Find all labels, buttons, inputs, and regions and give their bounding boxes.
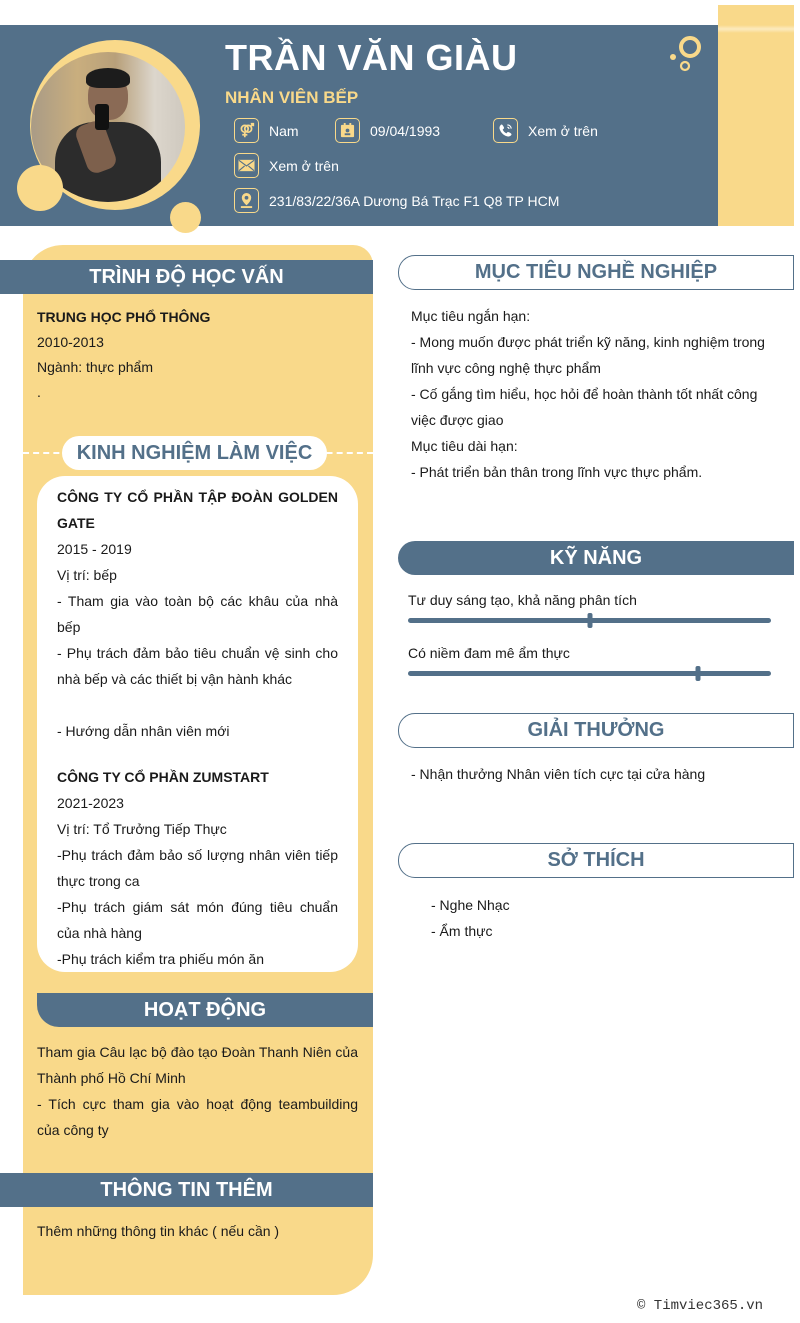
skill-level-bar <box>408 618 771 623</box>
bubbles-decoration-icon <box>668 33 708 75</box>
experience-position: Vị trí: bếp <box>57 567 117 583</box>
experience-item <box>57 764 338 972</box>
hobbies-list <box>431 892 771 944</box>
experience-item <box>57 484 338 744</box>
goal-line: Mục tiêu dài hạn: <box>411 438 518 454</box>
additional-info-text: Thêm những thông tin khác ( nếu cần ) <box>37 1223 280 1239</box>
calendar-icon <box>335 118 360 143</box>
skill-level-bar <box>408 671 771 676</box>
additional-info-heading: THÔNG TIN THÊM <box>0 1173 373 1207</box>
phone-icon <box>493 118 518 143</box>
skill-level-marker <box>587 613 592 628</box>
skill-name: Có niềm đam mê ẩm thực <box>408 645 570 661</box>
job-title: NHÂN VIÊN BẾP <box>225 88 359 107</box>
decorative-circle <box>17 165 63 211</box>
header-accent-strip <box>718 5 794 226</box>
experience-duty: -Phụ trách kiểm tra phiếu món ăn <box>57 951 264 967</box>
education-section <box>37 305 357 405</box>
experience-position: Vị trí: Tổ Trưởng Tiếp Thực <box>57 821 227 837</box>
education-note: . <box>37 384 41 400</box>
skill-item <box>408 644 771 676</box>
info-address <box>234 188 559 213</box>
experience-duty: -Phụ trách đảm bảo số lượng nhân viên tiếp thực trong ca <box>57 847 338 889</box>
dob-value: 09/04/1993 <box>370 122 441 139</box>
activities-list <box>37 1039 358 1143</box>
education-heading: TRÌNH ĐỘ HỌC VẤN <box>0 260 373 294</box>
goal-line: - Cố gắng tìm hiểu, học hỏi để hoàn thành tốt nhất công việc được giao <box>411 386 758 428</box>
location-pin-icon <box>234 188 259 213</box>
info-dob <box>335 118 440 143</box>
experience-period: 2021-2023 <box>57 795 124 811</box>
awards-list <box>411 762 781 787</box>
education-major: Ngành: thực phẩm <box>37 359 153 375</box>
career-goals-list <box>411 303 781 485</box>
skill-name: Tư duy sáng tạo, khả năng phân tích <box>408 592 637 608</box>
goal-line: - Mong muốn được phát triển kỹ năng, kinh nghiệm trong lĩnh vực công nghệ thực phẩm <box>411 334 765 376</box>
phone-value: Xem ở trên <box>528 122 598 139</box>
info-email <box>234 153 339 178</box>
gender-icon <box>234 118 259 143</box>
goal-line: - Phát triển bản thân trong lĩnh vực thực phẩm. <box>411 464 703 480</box>
address-value: 231/83/22/36A Dương Bá Trạc F1 Q8 TP HCM <box>269 192 560 209</box>
info-gender <box>234 118 299 143</box>
education-school: TRUNG HỌC PHỔ THÔNG <box>37 309 211 325</box>
activity-item: Tham gia Câu lạc bộ đào tạo Đoàn Thanh Niên của Thành phố Hồ Chí Minh <box>37 1044 358 1086</box>
mail-icon <box>234 153 259 178</box>
experience-company: CÔNG TY CỔ PHẦN TẬP ĐOÀN GOLDEN GATE <box>57 489 338 531</box>
education-period: 2010-2013 <box>37 334 104 350</box>
hobby-item: - Ẩm thực <box>431 923 493 939</box>
career-goals-heading: MỤC TIÊU NGHỀ NGHIỆP <box>398 255 794 290</box>
goal-line: Mục tiêu ngắn hạn: <box>411 308 531 324</box>
footer-copyright[interactable]: © Timviec365.vn <box>637 1298 764 1314</box>
experience-heading: KINH NGHIỆM LÀM VIỆC <box>62 436 327 470</box>
skill-level-marker <box>696 666 701 681</box>
activities-heading: HOẠT ĐỘNG <box>37 993 373 1027</box>
experience-company: CÔNG TY CỔ PHẦN ZUMSTART <box>57 769 269 785</box>
awards-heading: GIẢI THƯỞNG <box>398 713 794 748</box>
skills-heading: KỸ NĂNG <box>398 541 794 575</box>
skill-item <box>408 591 771 623</box>
hobbies-heading: SỞ THÍCH <box>398 843 794 878</box>
experience-duty: -Phụ trách giám sát món đúng tiêu chuẩn của nhà hàng <box>57 899 338 941</box>
hobby-item: - Nghe Nhạc <box>431 897 510 913</box>
experience-duty: - Phụ trách đảm bảo tiêu chuẩn vệ sinh cho nhà bếp và các thiết bị vận hành khác <box>57 645 338 687</box>
info-phone <box>493 118 598 143</box>
gender-value: Nam <box>269 122 299 139</box>
experience-list <box>57 484 338 972</box>
experience-duty: - Tham gia vào toàn bộ các khâu của nhà bếp <box>57 593 338 635</box>
activity-item: - Tích cực tham gia vào hoạt động teambuilding của công ty <box>37 1096 358 1138</box>
award-item: - Nhận thưởng Nhân viên tích cực tại cửa hàng <box>411 766 706 782</box>
experience-duty: - Hướng dẫn nhân viên mới <box>57 723 230 739</box>
decorative-circle <box>170 202 201 233</box>
email-value: Xem ở trên <box>269 157 339 174</box>
experience-period: 2015 - 2019 <box>57 541 132 557</box>
candidate-name: TRẦN VĂN GIÀU <box>225 37 518 78</box>
